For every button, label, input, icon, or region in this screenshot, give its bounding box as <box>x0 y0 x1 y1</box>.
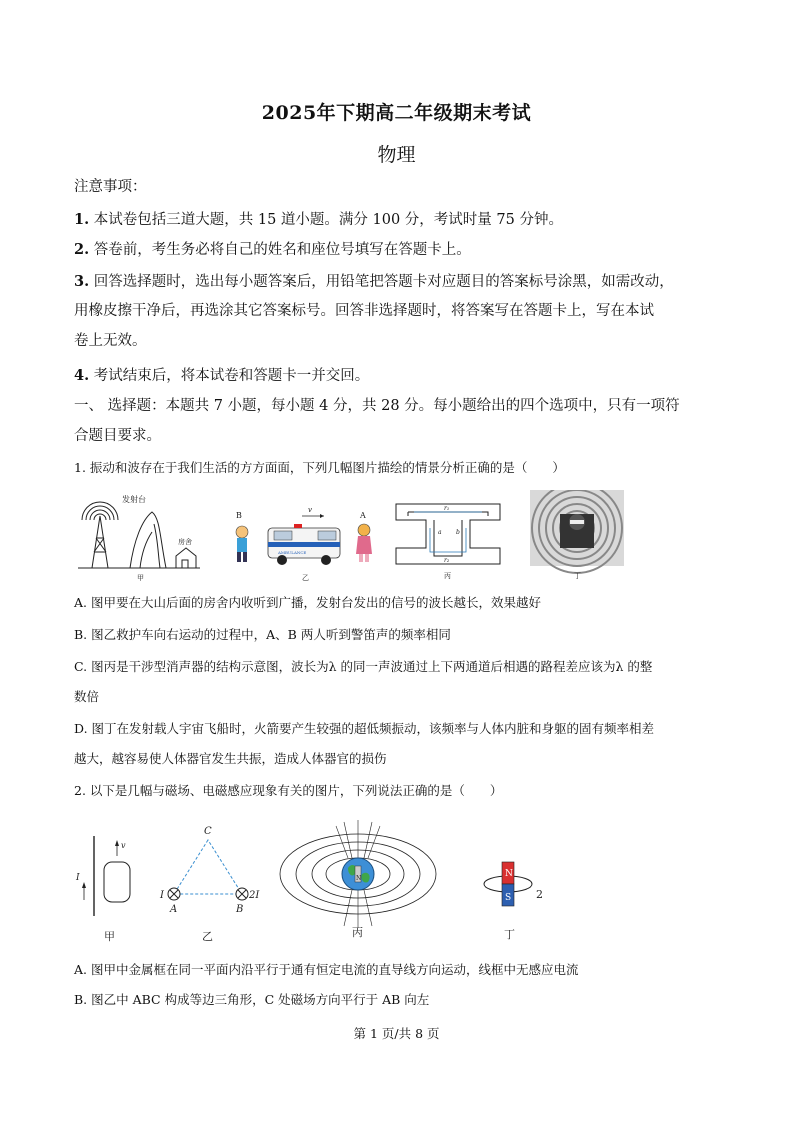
figure-caption: 甲 <box>104 930 115 943</box>
exam-title: 2025年下期高二年级期末考试 <box>261 102 532 124</box>
figure-caption: 乙 <box>302 574 309 582</box>
label-r1: r₁ <box>444 505 450 512</box>
label-i: I <box>160 890 164 901</box>
note-item-3-line3: 卷上无效。 <box>74 333 147 349</box>
note-item-2 <box>74 235 724 265</box>
label-r2: r₂ <box>444 557 450 564</box>
note-item-4 <box>74 361 724 391</box>
section-heading-line2: 合题目要求。 <box>74 428 161 444</box>
note-item-3 <box>74 267 724 297</box>
note-text: 本试卷包括三道大题，共 15 道小题。满分 100 分，考试时量 75 分钟。 <box>93 212 563 228</box>
figure-1-ding <box>530 490 626 582</box>
figure-1-yi <box>232 500 378 582</box>
figure-caption: 丙 <box>444 572 451 580</box>
note-text: 考试结束后，将本试卷和答题卡一并交回。 <box>93 368 370 384</box>
label-s: S <box>505 893 512 903</box>
note-number: 3. <box>74 273 90 290</box>
label-i: I <box>76 873 80 883</box>
q2-option-a: A. 图甲中金属框在同一平面内沿平行于通有恒定电流的直导线方向运动，线框中无感应电流 <box>74 962 579 977</box>
label-house: 房舍 <box>178 538 192 546</box>
label-b: B <box>236 511 242 520</box>
label-v: v <box>121 841 126 850</box>
figure-2-jia <box>74 828 144 944</box>
label-2i: 2I <box>249 890 260 901</box>
figure-caption: 丁 <box>504 928 515 941</box>
notes-heading: 注意事项： <box>74 179 147 195</box>
q1-option-b: B. 图乙救护车向右运动的过程中，A、B 两人听到警笛声的频率相同 <box>74 627 451 642</box>
question-2-stem: 2. 以下是几幅与磁场、电磁感应现象有关的图片，下列说法正确的是（ ） <box>74 783 503 798</box>
label-a: a <box>438 529 442 536</box>
note-text: 答卷前，考生务必将自己的姓名和座位号填写在答题卡上。 <box>93 242 471 258</box>
q1-option-c-line2: 数倍 <box>74 689 100 704</box>
note-text: 回答选择题时，选出每小题答案后，用铅笔把答题卡对应题目的答案标号涂黑，如需改动， <box>93 274 674 290</box>
label-a: A <box>360 511 366 520</box>
exam-subject: 物理 <box>377 144 416 166</box>
label-van: AMBULANCE <box>278 550 307 555</box>
label-n: N <box>356 875 362 882</box>
figure-2-yi <box>156 822 262 944</box>
figure-2-bing <box>278 818 438 944</box>
q1-option-c: C. 图丙是干涉型消声器的结构示意图，波长为λ 的同一声波通过上下两通道后相遇的路程差应该为λ 的整 <box>74 659 653 674</box>
q1-option-d-line2: 越大，越容易使人体器官发生共振，造成人体器官的损伤 <box>74 751 387 766</box>
figure-caption: 丁 <box>574 572 581 580</box>
label-v: v <box>308 506 312 514</box>
q1-option-a: A. 图甲要在大山后面的房舍内收听到广播，发射台发出的信号的波长越长，效果越好 <box>74 595 541 610</box>
label-c: C <box>204 826 212 837</box>
note-item-3-line2: 用橡皮擦干净后，再选涂其它答案标号。回答非选择题时，将答案写在答题卡上，写在本试 <box>74 303 654 319</box>
figure-1-bing <box>394 498 502 582</box>
figure-1-jia <box>74 490 204 582</box>
section-heading: 一、 选择题：本题共 7 小题，每小题 4 分，共 28 分。每小题给出的四个选项中，只有一项符 <box>74 398 680 414</box>
label-b: B <box>236 904 244 915</box>
label-tower: 发射台 <box>122 495 146 504</box>
label-b: b <box>456 529 460 536</box>
note-number: 2. <box>74 241 90 258</box>
figure-caption: 丙 <box>352 926 363 939</box>
note-number: 4. <box>74 367 90 384</box>
note-item-1 <box>74 205 724 235</box>
note-number: 1. <box>74 211 90 228</box>
figure-caption: 甲 <box>137 574 144 582</box>
q2-option-b: B. 图乙中 ABC 构成等边三角形，C 处磁场方向平行于 AB 向左 <box>74 992 430 1007</box>
figure-2-ding <box>476 856 546 944</box>
question-1-stem: 1. 振动和波存在于我们生活的方方面面，下列几幅图片描绘的情景分析正确的是（ ） <box>74 460 565 475</box>
page-number: 第 1 页/共 8 页 <box>353 1026 440 1041</box>
q1-option-d: D. 图丁在发射载人宇宙飞船时，火箭要产生较强的超低频振动，该频率与人体内脏和身躯的固有频率相差 <box>74 721 655 736</box>
label-n: N <box>505 869 513 879</box>
label-2: 2 <box>536 888 543 901</box>
label-a: A <box>170 904 178 915</box>
figure-caption: 乙 <box>202 930 213 943</box>
